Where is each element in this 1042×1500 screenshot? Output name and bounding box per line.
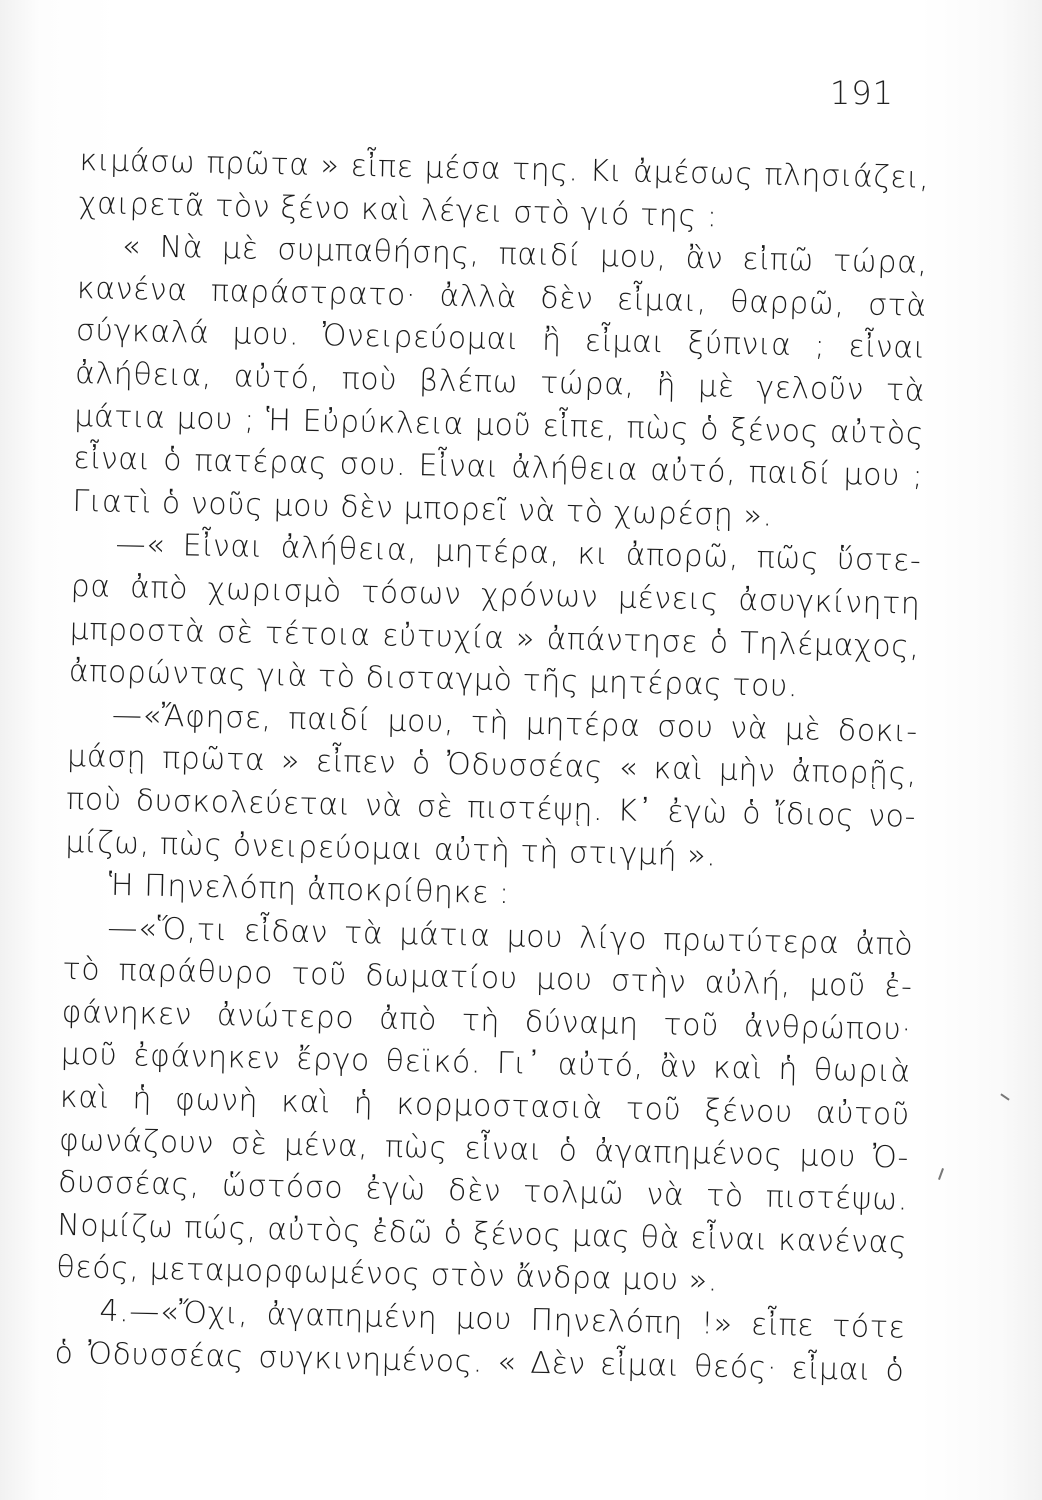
text-line: —«Ὅ,τι εἶδαν τὰ μάτια μου λίγο πρωτύτερα ἀπὸ [107, 910, 914, 963]
text-line: φάνηκεν ἀνώτερο ἀπὸ τὴ δύναμη τοῦ ἀνθρώπου· [61, 994, 912, 1048]
text-line: μπροστὰ σὲ τέτοια εὐτυχία » ἀπάντησε ὁ Τηλέμαχος, [69, 611, 920, 665]
text-line: Ἡ Πηνελόπη ἀποκρίθηκε : [108, 867, 511, 912]
page-number: 191 [829, 74, 894, 112]
text-line: εἶναι ὁ πατέρας σου. Εἶναι ἀλήθεια αὐτό, παιδί μου ; [72, 441, 924, 494]
text-line: θεός, μεταμορφωμένος στὸν ἄνδρα μου ». [56, 1250, 719, 1300]
text-line: « Νὰ μὲ συμπαθήσης, παιδί μου, ἂν εἰπῶ τώρα, [121, 229, 928, 281]
text-line: ποὺ δυσκολεύεται νὰ σὲ πιστέψῃ. Κ᾽ ἐγὼ ὁ ἴδιος νο- [65, 781, 917, 835]
text-line: —« Εἶναι ἀλήθεια, μητέρα, κι ἀπορῶ, πῶς ὕστε- [115, 527, 922, 580]
text-line: τὸ παράθυρο τοῦ δωματίου μου στὴν αὐλή, μοῦ ἐ- [62, 952, 913, 1005]
text-line: μάτια μου ; Ἡ Εὐρύκλεια μοῦ εἶπε, πὼς ὁ ξένος αὐτὸς [73, 398, 925, 452]
text-line: ἀπορώντας γιὰ τὸ δισταγμὸ τῆς μητέρας του. [68, 654, 799, 705]
page-text [54, 140, 930, 1393]
margin-mark [1000, 1093, 1009, 1100]
text-line: κανένα παράστρατο· ἀλλὰ δὲν εἶμαι, θαρρῶ, στὰ [76, 270, 928, 324]
margin-mark [938, 1168, 944, 1180]
text-line: δυσσέας, ὥστόσο ἐγὼ δὲν τολμῶ νὰ τὸ πιστέψω. [57, 1165, 909, 1218]
text-line: μοῦ ἐφάνηκεν ἔργο θεϊκό. Γι᾽ αὐτό, ἂν καὶ ἡ θωριὰ [60, 1037, 912, 1091]
text-line: χαιρετᾶ τὸν ξένο καὶ λέγει στὸ γιό της : [78, 185, 718, 234]
text-line: ρα ἀπὸ χωρισμὸ τόσων χρόνων μένεις ἀσυγκίνητη [70, 568, 921, 622]
text-line: Νομίζω πώς, αὐτὸς ἐδῶ ὁ ξένος μας θὰ εἶναι κανένας [56, 1207, 908, 1261]
text-line: σύγκαλά μου. Ὀνειρεύομαι ἢ εἶμαι ξύπνια ; εἶναι [75, 313, 927, 367]
text-line: —«Ἄφησε, παιδί μου, τὴ μητέρα σου νὰ μὲ δοκι- [111, 697, 919, 750]
text-line: ὁ Ὀδυσσέας συγκινημένος. « Δὲν εἶμαι θεός· εἶμαι ὁ [54, 1335, 905, 1389]
text-line: μίζω, πὼς ὀνειρεύομαι αὐτὴ τὴ στιγμή ». [64, 824, 717, 873]
text-line: κιμάσω πρῶτα » εἶπε μέσα της. Κι ἀμέσως πλησιάζει, [79, 142, 930, 196]
text-line: Γιατὶ ὁ νοῦς μου δὲν μπορεῖ νὰ τὸ χωρέσῃ ». [72, 483, 774, 534]
text-line: ἀλήθεια, αὐτό, ποὺ βλέπω τώρα, ἢ μὲ γελοῦν τὰ [74, 355, 926, 409]
text-line: 4.—«Ὄχι, ἀγαπημένη μου Πηνελόπη !» εἶπε τότε [99, 1293, 906, 1346]
text-line: καὶ ἡ φωνὴ καὶ ἡ κορμοστασιὰ τοῦ ξένου αὐτοῦ [59, 1079, 911, 1133]
text-line: μάσῃ πρῶτα » εἶπεν ὁ Ὀδυσσέας « καὶ μὴν ἀπορῇς, [66, 739, 918, 792]
text-line: φωνάζουν σὲ μένα, πὼς εἶναι ὁ ἀγαπημένος μου Ὀ- [58, 1122, 910, 1176]
